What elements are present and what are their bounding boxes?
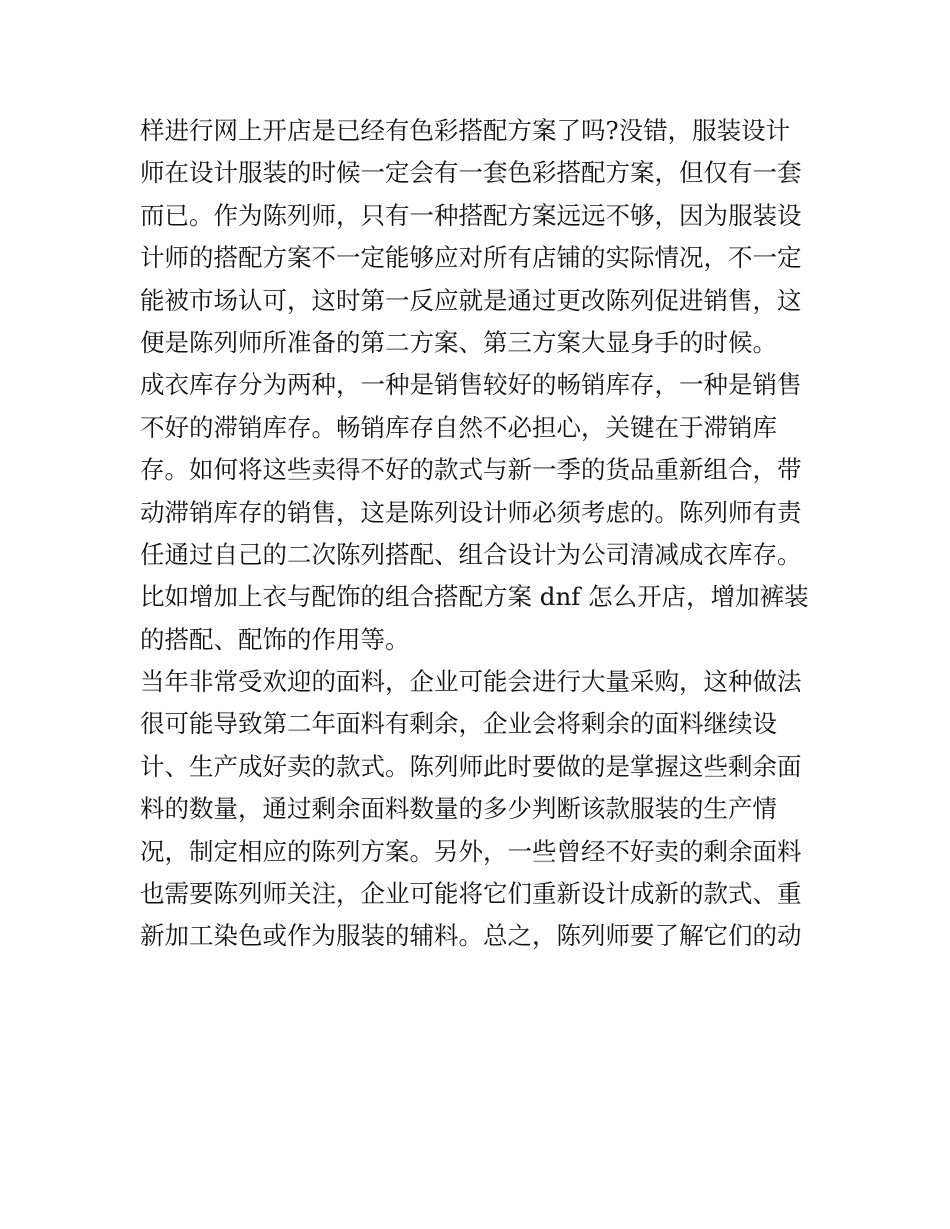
- text-line: 而已。作为陈列师，只有一种搭配方案远远不够，因为服装设: [140, 200, 802, 230]
- text-line: 能被市场认可，这时第一反应就是通过更改陈列促进销售，这: [140, 285, 802, 315]
- text-line: 也需要陈列师关注，企业可能将它们重新设计成新的款式、重: [140, 879, 802, 909]
- text-line: 的搭配、配饰的作用等。: [140, 624, 410, 654]
- text-line: 比如增加上衣与配饰的组合搭配方案 dnf 怎么开店，增加裤装: [140, 582, 809, 612]
- text-line: 不好的滞销库存。畅销库存自然不必担心，关键在于滞销库: [140, 412, 777, 442]
- text-line: 样进行网上开店是已经有色彩搭配方案了吗?没错，服装设计: [140, 116, 791, 145]
- text-line: 成衣库存分为两种，一种是销售较好的畅销库存，一种是销售: [140, 370, 802, 400]
- text-line: 当年非常受欢迎的面料，企业可能会进行大量采购，这种做法: [140, 667, 802, 697]
- text-line: 计师的搭配方案不一定能够应对所有店铺的实际情况，不一定: [140, 243, 802, 273]
- text-line: 任通过自己的二次陈列搭配、组合设计为公司清减成衣库存。: [140, 539, 802, 569]
- text-line: 很可能导致第二年面料有剩余，企业会将剩余的面料继续设: [140, 709, 777, 739]
- text-line: 动滞销库存的销售，这是陈列设计师必须考虑的。陈列师有责: [140, 497, 802, 527]
- text-line: 计、生产成好卖的款式。陈列师此时要做的是掌握这些剩余面: [140, 751, 802, 781]
- text-line: 师在设计服装的时候一定会有一套色彩搭配方案，但仅有一套: [140, 158, 802, 188]
- text-line: 存。如何将这些卖得不好的款式与新一季的货品重新组合，带: [140, 455, 802, 485]
- text-line: 况，制定相应的陈列方案。另外，一些曾经不好卖的剩余面料: [140, 836, 802, 866]
- body-text: [140, 110, 820, 958]
- text-line: 便是陈列师所准备的第二方案、第三方案大显身手的时候。: [140, 327, 777, 357]
- text-line: 新加工染色或作为服装的辅料。总之，陈列师要了解它们的动: [140, 921, 802, 951]
- text-line: 料的数量，通过剩余面料数量的多少判断该款服装的生产情: [140, 794, 777, 824]
